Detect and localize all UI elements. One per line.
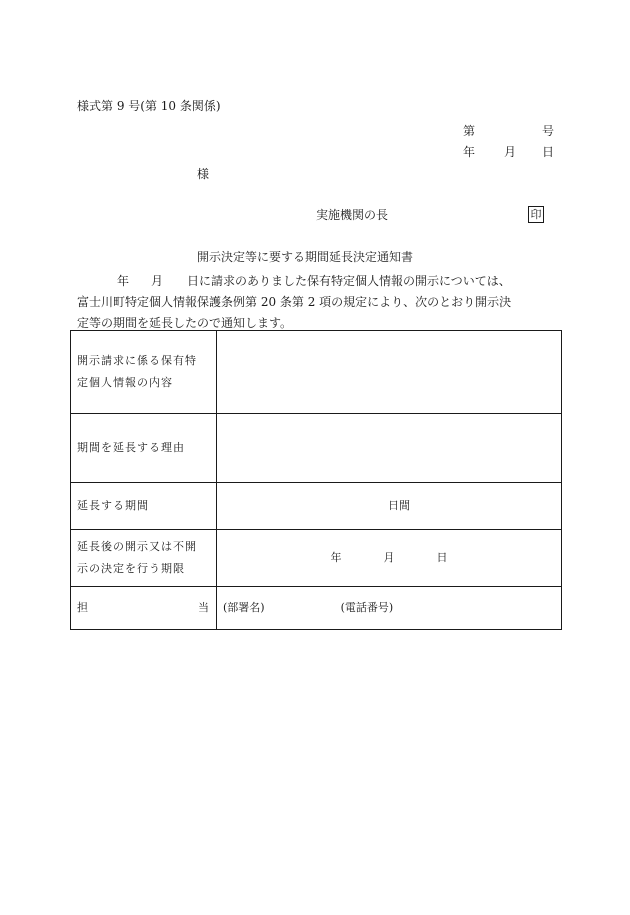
phone-label: (電話番号) [340,601,394,614]
date-day: 日 [542,145,555,159]
table-row [71,331,562,414]
issue-number-suffix: 号 [542,124,555,138]
extension-period-label: 延長する期間 [71,483,217,530]
form-number: 様式第 9 号(第 10 条関係) [77,99,221,113]
requested-info-label: 開示請求に係る保有特 定個人情報の内容 [71,331,217,414]
body-line-1 [77,271,557,292]
body-line-1-rest: 日に請求のありました保有特定個人情報の開示については、 [187,274,511,288]
extension-reason-label: 期間を延長する理由 [71,414,217,483]
extension-period-field[interactable] [217,483,562,530]
table-row [71,483,562,530]
date-month: 月 [504,145,517,159]
table-row [71,530,562,587]
extension-details-table [70,330,562,630]
table-row [71,587,562,630]
deadline-year: 年 [330,551,342,564]
deadline-day: 日 [436,551,448,564]
body-month: 月 [151,274,164,288]
body-paragraph [77,271,557,334]
issue-number-prefix: 第 [463,124,476,138]
department-label: (部署名) [223,601,265,614]
table-row [71,414,562,483]
date-year: 年 [463,145,476,159]
extension-reason-field[interactable] [217,414,562,483]
body-line-3: 定等の期間を延長したので通知します。 [77,316,293,330]
body-year: 年 [117,274,130,288]
document-title: 開示決定等に要する期間延長決定通知書 [197,250,414,264]
extension-days-unit: 日間 [388,499,410,512]
body-line-2: 富士川町特定個人情報保護条例第 20 条第 2 項の規定により、次のとおり開示決 [77,295,512,309]
requested-info-field[interactable] [217,331,562,414]
deadline-label: 延長後の開示又は不開 示の決定を行う期限 [71,530,217,587]
deadline-month: 月 [383,551,395,564]
person-in-charge-field[interactable] [217,587,562,630]
sender: 実施機関の長 [316,208,389,222]
person-in-charge-label: 担 当 [71,587,217,630]
addressee-suffix: 様 [197,167,210,181]
deadline-field[interactable] [217,530,562,587]
seal-mark: 印 [528,206,544,223]
